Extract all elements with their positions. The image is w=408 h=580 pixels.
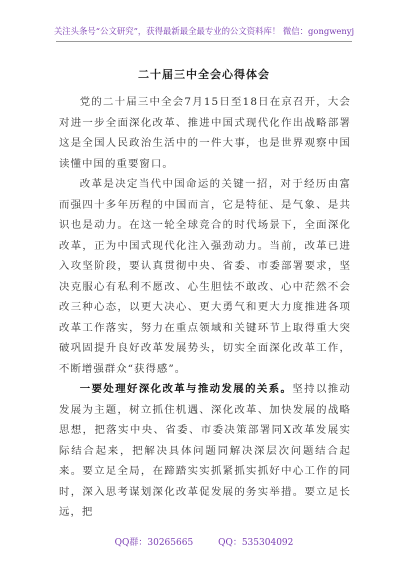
- promo-header: 关注头条号“公文研究”，获得最新最全最专业的公文资料库！ 微信：gongwenyj: [53, 26, 355, 36]
- document-body: [59, 92, 351, 523]
- document-title: 二十届三中全会心得体会: [138, 68, 270, 81]
- qq-group-label: QQ群：30265665: [114, 538, 194, 548]
- paragraph-reform: [59, 174, 351, 379]
- paragraph-lead: 一要处理好深化改革与推动发展的关系。: [79, 383, 293, 395]
- paragraph-text: 党的二十届三中全会7月15日至18日在京召开，大会对进一步全面深化改革、推进中国式现代化作出战略部署这是全国人民政治生活中的一件大事，也是世界观察中国读懂中国的重要窗口。: [59, 96, 351, 170]
- paragraph-text: 改革是决定当代中国命运的关键一招，对于经历由富而强四十多年历程的中国而言，它是特征、是气象、是共识也是动力。在这一轮全球竞合的时代场景下，全面深化改革，正为中国式现代化注入强劲动力。当前，改革已进入攻坚阶段，要认真贯彻中央、省委、市委部署要求，坚决克服心有私利不愿改、心生胆怯不敢改、心中茫然不会改三种心态，以更大决心、更大勇气和更大力度推进各项改革工作落实，努力在重点领域和关键环节上取得重大突破巩固提升良好改革发展势头，切实全面深化改革工作，不断增强群众“获得感”。: [59, 178, 351, 375]
- qq-contact-label: QQ：535304092: [218, 538, 294, 548]
- header-divider: [56, 41, 352, 42]
- paragraph-text: 坚持以推动发展为主题，树立抓住机遇、深化改革、加快发展的战略思想，把落实中央、省委、市委决策部署同X改革发展实际结合起来，把解决具体问题同解决深层次问题结合起来。要立足全局，在蹄踏实实抓紧抓实抓好中心工作的同时，深入思考谋划深化改革促发展的务实举措。要立足长远，把: [59, 383, 351, 518]
- contact-footer: [0, 535, 408, 548]
- paragraph-point-one: [59, 379, 351, 523]
- paragraph-intro: [59, 92, 351, 174]
